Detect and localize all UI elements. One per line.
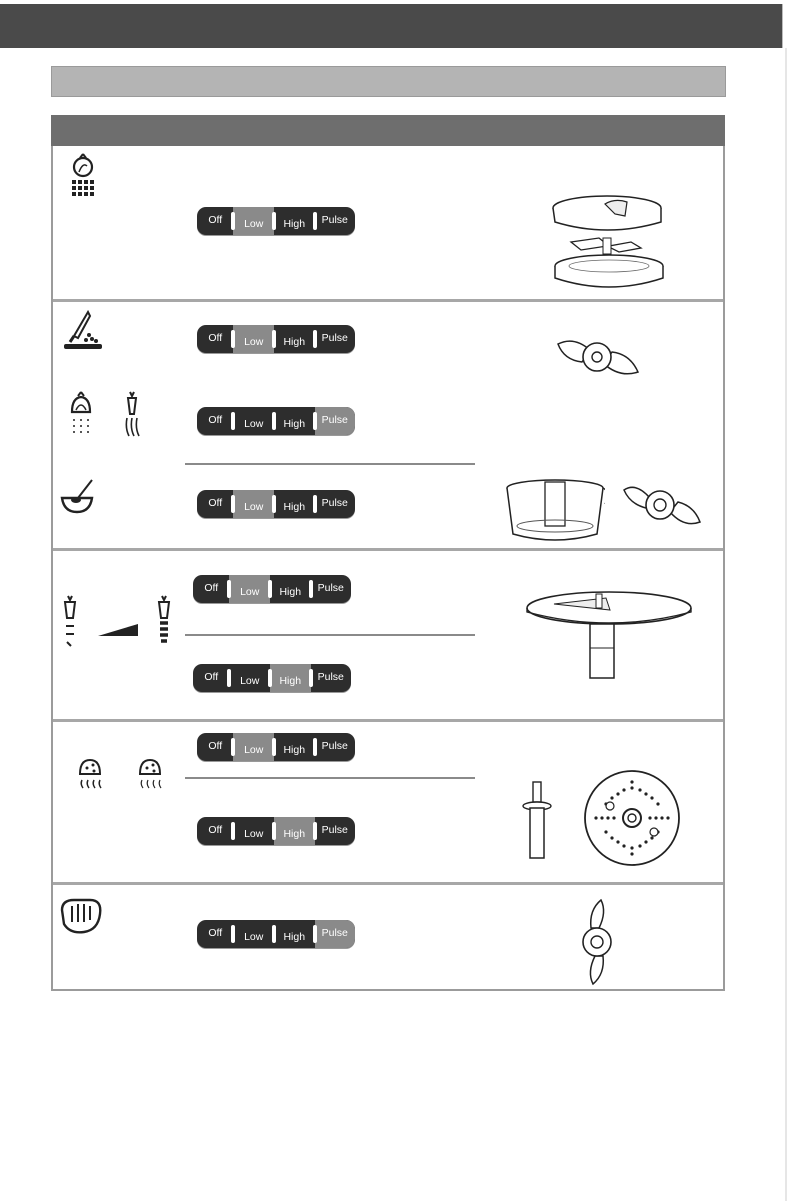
dough-blade-image <box>577 898 617 986</box>
off-segment: Off <box>208 414 223 426</box>
knead-hand-icon <box>58 896 104 936</box>
multipurpose-blade-image <box>554 330 640 386</box>
high-segment: High <box>274 920 315 948</box>
low-segment: Low <box>233 490 274 518</box>
off-segment: Off <box>208 927 223 939</box>
high-segment: High <box>270 664 311 692</box>
speed-control-knead <box>197 920 355 948</box>
low-segment: Low <box>233 325 274 353</box>
disc-stem-image <box>518 780 556 862</box>
speed-control-shred-high <box>197 817 355 845</box>
slicing-disc-image <box>524 586 694 682</box>
off-segment: Off <box>208 332 223 344</box>
mix-bowl-icon <box>58 478 98 516</box>
table-header <box>51 115 725 146</box>
low-segment: Low <box>233 407 274 435</box>
high-segment: High <box>270 575 311 603</box>
low-segment: Low <box>233 733 274 761</box>
inner-divider <box>185 777 475 779</box>
low-segment: Low <box>233 920 274 948</box>
pulse-segment: Pulse <box>315 325 356 353</box>
inner-divider <box>185 463 475 465</box>
dough-blade-small-image <box>622 478 702 534</box>
row-divider <box>53 882 723 885</box>
mince-onion-carrot-icon <box>62 390 156 438</box>
dicing-kit-image <box>545 186 675 294</box>
section-header <box>51 66 726 97</box>
high-segment: High <box>274 207 315 235</box>
speed-control-mix <box>197 490 355 518</box>
row-divider <box>53 299 723 302</box>
off-segment: Off <box>208 824 223 836</box>
low-segment: Low <box>229 664 270 692</box>
pulse-segment: Pulse <box>315 490 356 518</box>
high-segment: High <box>274 733 315 761</box>
low-segment: Low <box>229 575 270 603</box>
high-segment: High <box>274 490 315 518</box>
high-segment: High <box>274 407 315 435</box>
off-segment: Off <box>208 740 223 752</box>
work-bowl-image <box>505 474 605 546</box>
pulse-segment: Pulse <box>311 664 352 692</box>
row-divider <box>53 719 723 722</box>
top-banner <box>0 4 782 48</box>
low-segment: Low <box>233 817 274 845</box>
inner-divider <box>185 634 475 636</box>
low-segment: Low <box>233 207 274 235</box>
speed-control-slice-low <box>193 575 351 603</box>
high-segment: High <box>274 817 315 845</box>
pulse-segment: Pulse <box>311 575 352 603</box>
pulse-segment: Pulse <box>315 733 356 761</box>
speed-control-slice-high <box>193 664 351 692</box>
row-divider <box>53 548 723 551</box>
banner-edge <box>782 4 787 48</box>
speed-control-chop <box>197 325 355 353</box>
shred-cheese-icon <box>78 756 162 794</box>
off-segment: Off <box>204 582 219 594</box>
shredding-disc-image <box>582 768 682 868</box>
off-segment: Off <box>208 214 223 226</box>
chop-knife-icon <box>60 310 106 352</box>
dice-onion-icon <box>66 152 100 200</box>
speed-control-dice <box>197 207 355 235</box>
pulse-segment: Pulse <box>315 817 356 845</box>
pulse-segment: Pulse <box>315 920 356 948</box>
off-segment: Off <box>204 671 219 683</box>
pulse-segment: Pulse <box>315 407 356 435</box>
off-segment: Off <box>208 497 223 509</box>
slice-thickness-icon <box>58 594 178 652</box>
high-segment: High <box>274 325 315 353</box>
pulse-segment: Pulse <box>315 207 356 235</box>
speed-control-mince <box>197 407 355 435</box>
speed-control-shred-low <box>197 733 355 761</box>
